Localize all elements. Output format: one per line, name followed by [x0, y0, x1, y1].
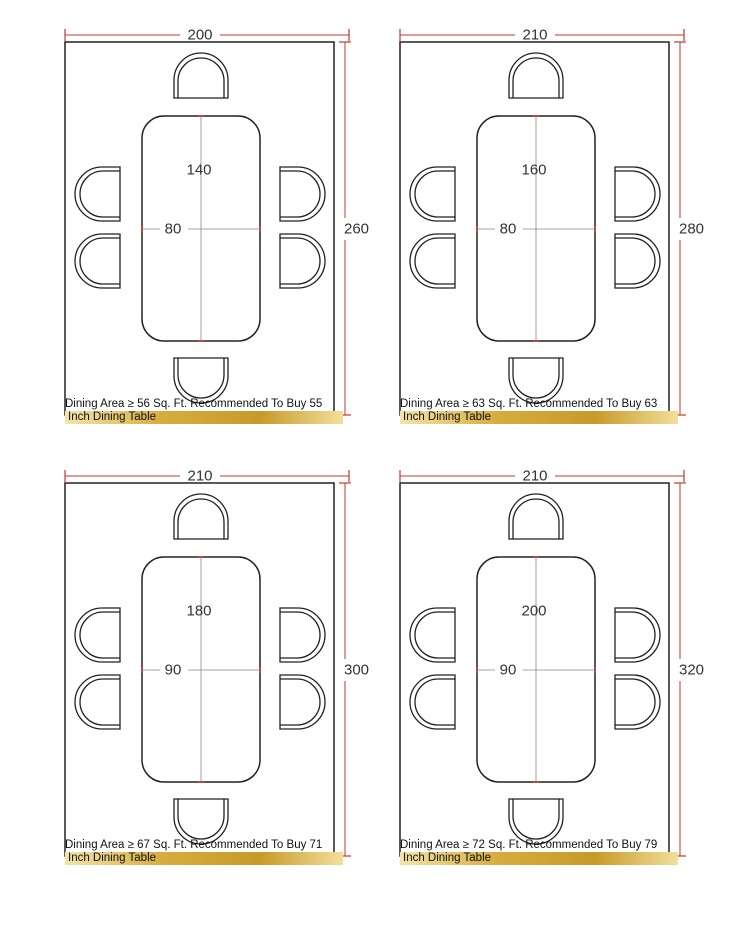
caption-line-1: Dining Area ≥ 63 Sq. Ft. Recommended To Buy 63 [400, 398, 658, 410]
floor-plan-diagram [62, 461, 370, 861]
caption-line-2: Inch Dining Table [400, 411, 678, 424]
caption-line-1: Dining Area ≥ 56 Sq. Ft. Recommended To Buy 55 [65, 398, 323, 410]
chair-right-upper [615, 167, 660, 221]
table-length-label: 180 [186, 602, 212, 620]
room-length-label: 280 [679, 220, 705, 238]
table-length-label: 200 [521, 602, 547, 620]
chair-right-lower [280, 234, 325, 288]
caption-line-1: Dining Area ≥ 67 Sq. Ft. Recommended To Buy 71 [65, 839, 323, 851]
table-width-label: 80 [164, 220, 182, 238]
chair-bottom [509, 799, 563, 844]
layout-panel-4 [397, 461, 737, 891]
chair-top [174, 53, 228, 98]
chair-right-upper [615, 608, 660, 662]
caption-line-2: Inch Dining Table [65, 852, 343, 865]
floor-plan-diagram [397, 461, 705, 861]
chair-left-lower [410, 675, 455, 729]
room-length-label: 260 [344, 220, 370, 238]
layout-panel-2 [397, 20, 737, 450]
caption-line-2: Inch Dining Table [65, 411, 343, 424]
layout-caption [400, 839, 740, 865]
chair-left-upper [410, 167, 455, 221]
chair-bottom [174, 358, 228, 403]
layout-caption [400, 398, 740, 424]
chair-right-lower [615, 234, 660, 288]
chair-left-lower [410, 234, 455, 288]
table-width-label: 90 [164, 661, 182, 679]
chair-right-upper [280, 167, 325, 221]
chair-top [174, 494, 228, 539]
room-length-label: 320 [679, 661, 705, 679]
room-width-label: 200 [187, 26, 213, 44]
caption-line-2: Inch Dining Table [400, 852, 678, 865]
table-width-label: 90 [499, 661, 517, 679]
floor-plan-diagram [62, 20, 370, 420]
layout-caption [65, 839, 405, 865]
table-width-label: 80 [499, 220, 517, 238]
layout-panel-3 [62, 461, 402, 891]
layout-panel-1 [62, 20, 402, 450]
layout-caption [65, 398, 405, 424]
table-length-label: 140 [186, 161, 212, 179]
chair-left-lower [75, 234, 120, 288]
chair-bottom [174, 799, 228, 844]
chair-left-upper [75, 608, 120, 662]
chair-right-lower [280, 675, 325, 729]
chair-right-upper [280, 608, 325, 662]
chair-top [509, 53, 563, 98]
chair-bottom [509, 358, 563, 403]
chair-left-lower [75, 675, 120, 729]
chair-left-upper [75, 167, 120, 221]
table-length-label: 160 [521, 161, 547, 179]
room-width-label: 210 [522, 467, 548, 485]
chair-top [509, 494, 563, 539]
room-width-label: 210 [522, 26, 548, 44]
floor-plan-diagram [397, 20, 705, 420]
room-length-label: 300 [344, 661, 370, 679]
room-width-label: 210 [187, 467, 213, 485]
chair-right-lower [615, 675, 660, 729]
caption-line-1: Dining Area ≥ 72 Sq. Ft. Recommended To Buy 79 [400, 839, 658, 851]
chair-left-upper [410, 608, 455, 662]
